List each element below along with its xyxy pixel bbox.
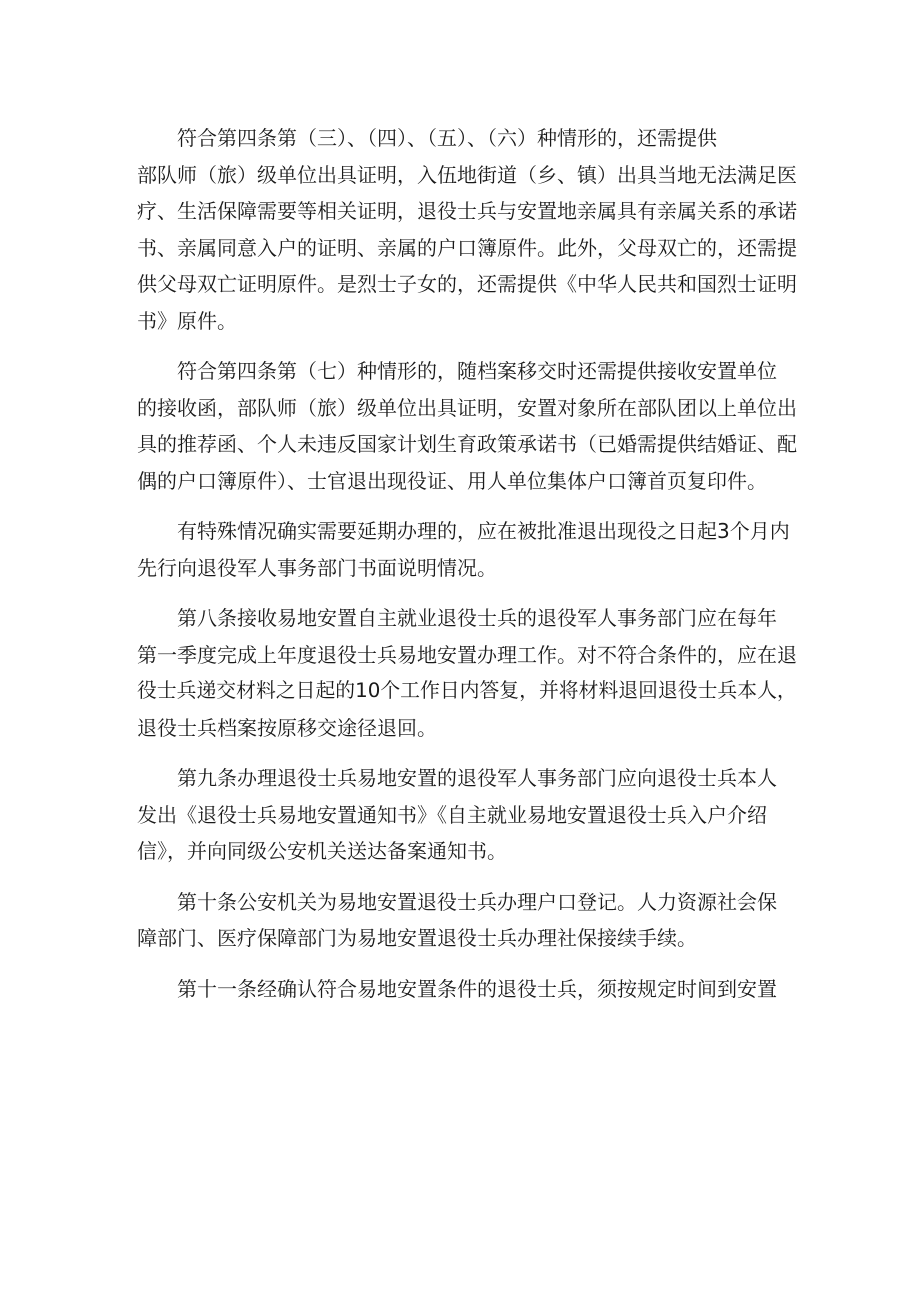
- text-line: 疗、生活保障需要等相关证明，退役士兵与安置地亲属具有亲属关系的承诺: [137, 199, 797, 223]
- text-line: 第十一条经确认符合易地安置条件的退役士兵，须按规定时间到安置: [177, 976, 777, 1001]
- text-line: 第八条接收易地安置自主就业退役士兵的退役军人事务部门应在每年: [177, 606, 777, 630]
- text-line: 书》原件。: [137, 308, 237, 333]
- document-page: [137, 120, 797, 1021]
- paragraph-5: [137, 760, 797, 870]
- paragraph-1: [137, 120, 797, 339]
- text-line: 信》，并向同级公安机关送达备案通知书。: [137, 839, 507, 863]
- text-line: 役士兵递交材料之日起的10个工作日内答复，并将材料退回退役士兵本人，: [137, 679, 797, 702]
- text-line: 第一季度完成上年度退役士兵易地安置办理工作。对不符合条件的，应在退: [137, 642, 797, 667]
- text-line: 部队师（旅）级单位出具证明，入伍地街道（乡、镇）出具当地无法满足医: [137, 162, 797, 187]
- text-line: 符合第四条第（七）种情形的，随档案移交时还需提供接收安置单位: [177, 359, 777, 383]
- text-line: 第九条办理退役士兵易地安置的退役军人事务部门应向退役士兵本人: [177, 766, 777, 790]
- text-line: 书、亲属同意入户的证明、亲属的户口簿原件。此外，父母双亡的，还需提: [137, 235, 797, 260]
- text-line: 具的推荐函、个人未违反国家计划生育政策承诺书（已婚需提供结婚证、配: [137, 432, 797, 456]
- paragraph-4: [137, 600, 797, 746]
- text-line: 先行向退役军人事务部门书面说明情况。: [137, 555, 497, 580]
- paragraph-3: [137, 513, 797, 586]
- text-line: 偶的户口簿原件）、士官退出现役证、用人单位集体户口簿首页复印件。: [137, 468, 767, 493]
- paragraph-2: [137, 353, 797, 499]
- paragraph-7: [137, 971, 797, 1008]
- text-line: 发出《退役士兵易地安置通知书》《自主就业易地安置退役士兵入户介绍: [137, 802, 767, 827]
- text-line: 有特殊情况确实需要延期办理的，应在被批准退出现役之日起3个月内: [177, 519, 790, 543]
- text-line: 障部门、医疗保障部门为易地安置退役士兵办理社保接续手续。: [137, 926, 697, 950]
- text-line: 退役士兵档案按原移交途径退回。: [137, 715, 437, 740]
- paragraph-6: [137, 884, 797, 957]
- text-line: 供父母双亡证明原件。是烈士子女的，还需提供《中华人民共和国烈士证明: [137, 272, 797, 296]
- text-line: 的接收函，部队师（旅）级单位出具证明，安置对象所在部队团以上单位出: [137, 395, 797, 420]
- text-line: 符合第四条第（三）、（四）、（五）、（六）种情形的，还需提供: [177, 126, 717, 150]
- text-line: 第十条公安机关为易地安置退役士兵办理户口登记。人力资源社会保: [177, 889, 777, 914]
